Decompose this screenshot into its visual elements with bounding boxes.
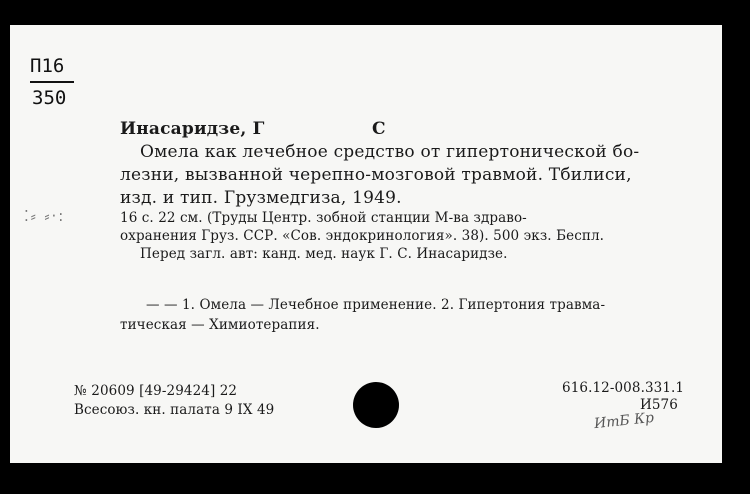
title-line-2: лезни, вызванной черепно-мозговой травмой. Тбилиси, (120, 165, 632, 185)
handwritten-fraction-line (30, 81, 74, 83)
classification-number: 616.12-008.331.1 (562, 380, 685, 396)
title-line-1: Омела как лечебное средство от гипертонической бо- (140, 142, 640, 162)
registration-number: № 20609 [49-29424] 22 (74, 383, 238, 399)
author-name: Инасаридзе, Г (120, 119, 265, 139)
subjects-line-2: тическая — Химиотерапия. (120, 317, 320, 333)
smudge-mark: ⁚⸗ ⸗·: (24, 207, 66, 225)
handwritten-note: ИтБ Кр (593, 409, 655, 433)
details-line-3: Перед загл. авт: канд. мед. наук Г. С. Инасаридзе. (140, 246, 508, 262)
details-line-1: 16 с. 22 см. (Труды Центр. зобной станции М-ва здраво- (120, 210, 527, 226)
handwritten-code-bottom: 350 (32, 87, 67, 109)
details-line-2: охранения Груз. ССР. «Сов. эндокринология». 38). 500 экз. Беспл. (120, 228, 605, 244)
subjects-line-1: — — 1. Омела — Лечебное применение. 2. Гипертония травма- (146, 297, 606, 313)
catalog-card (10, 25, 722, 463)
title-line-3: изд. и тип. Грузмедгиза, 1949. (120, 188, 402, 208)
author-mark: И576 (640, 397, 678, 413)
punch-hole (353, 382, 399, 428)
author-initial: С (372, 119, 386, 139)
chamber-date: Всесоюз. кн. палата 9 IX 49 (74, 402, 275, 418)
handwritten-code-top: П16 (30, 55, 65, 77)
